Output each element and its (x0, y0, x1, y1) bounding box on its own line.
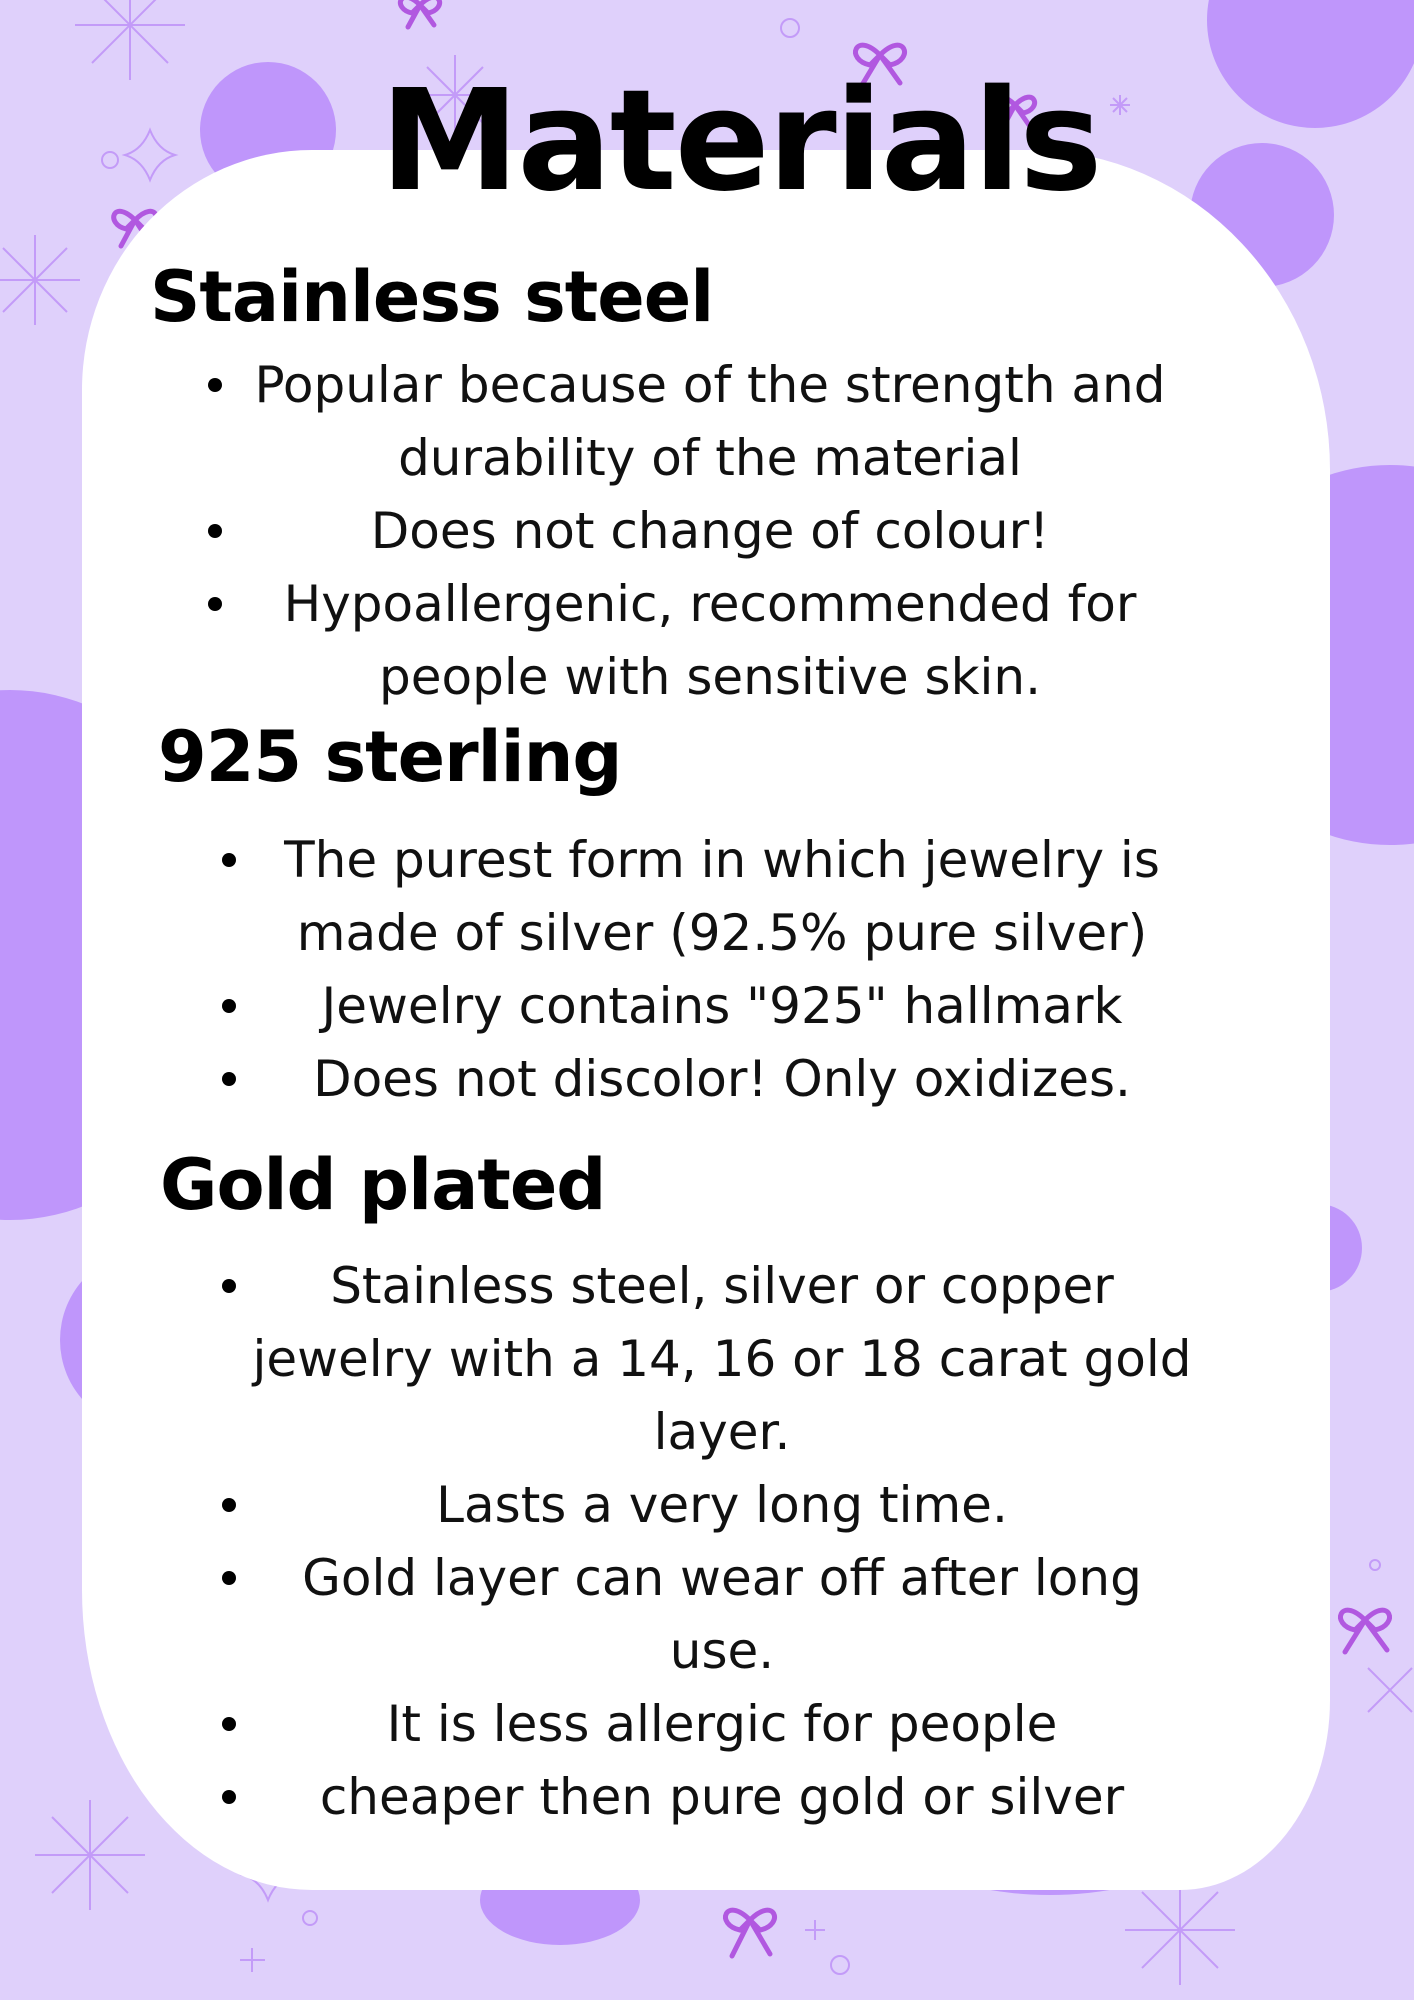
bullet-text: Gold layer can wear off after long (302, 1549, 1142, 1607)
bullet-text: cheaper then pure gold or silver (319, 1768, 1125, 1826)
section-heading-stainless-steel: Stainless steel (150, 256, 714, 338)
bullet-text: Hypoallergenic, recommended for (283, 575, 1137, 633)
bullet-text: made of silver (92.5% pure silver) (296, 904, 1148, 962)
bullet-text: Popular because of the strength and (254, 356, 1166, 414)
bullet-text: durability of the material (398, 429, 1022, 487)
bullet-text: Jewelry contains "925" hallmark (321, 977, 1123, 1035)
bullet-text: Lasts a very long time. (436, 1476, 1008, 1534)
bullet-text: layer. (653, 1403, 791, 1461)
section-heading-925-sterling: 925 sterling (158, 716, 622, 798)
bullet-text: jewelry with a 14, 16 or 18 carat gold (252, 1330, 1192, 1388)
bullet-text: It is less allergic for people (386, 1695, 1058, 1753)
bullet-text: use. (669, 1622, 775, 1680)
bullet-text: Does not discolor! Only oxidizes. (313, 1050, 1131, 1108)
section-heading-gold-plated: Gold plated (160, 1144, 606, 1226)
bullet-text: The purest form in which jewelry is (284, 831, 1160, 889)
page-title: Materials (380, 60, 1101, 223)
bullet-text: Does not change of colour! (370, 502, 1050, 560)
bullet-text: Stainless steel, silver or copper (330, 1257, 1114, 1315)
bullet-text: people with sensitive skin. (378, 648, 1041, 706)
